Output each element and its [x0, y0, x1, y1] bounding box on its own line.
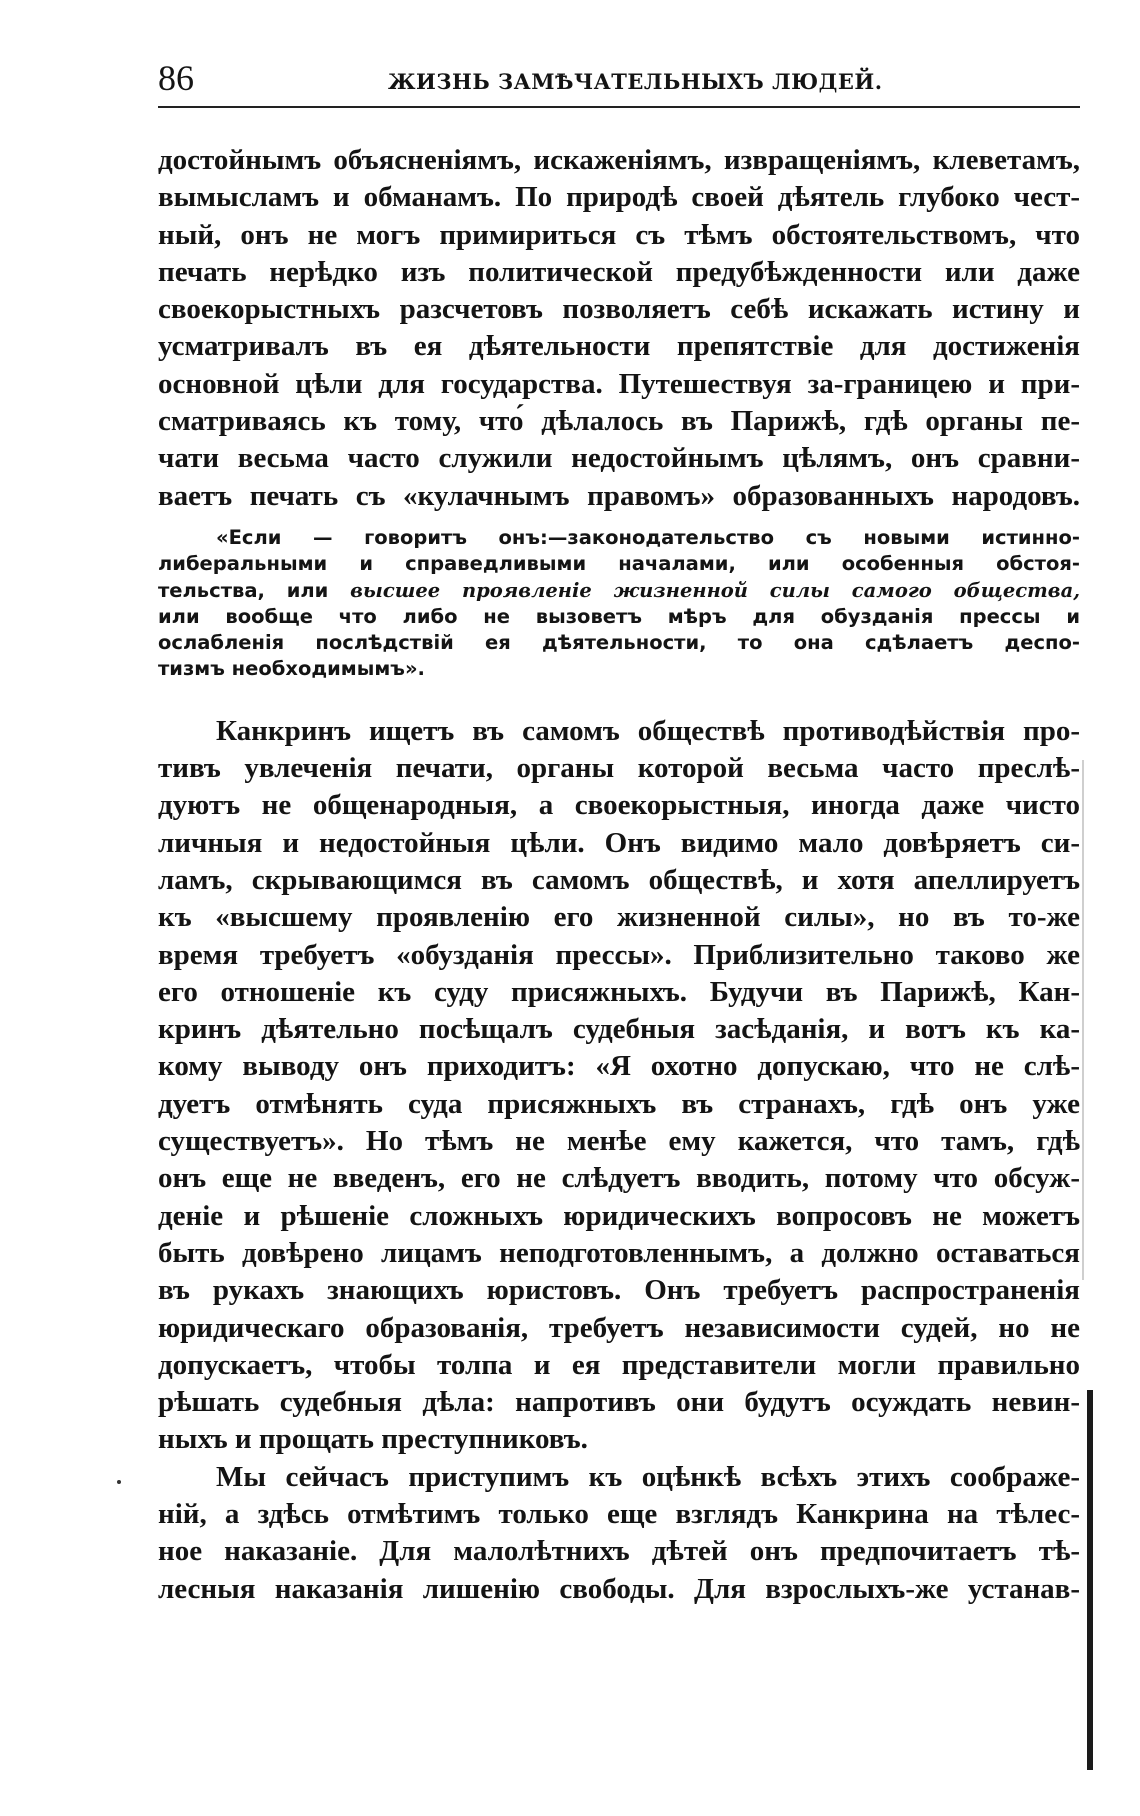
- text-line: въ рукахъ знающихъ юристовъ. Онъ требуетъ распространенія: [158, 1274, 1080, 1307]
- text-line: его отношеніе къ суду присяжныхъ. Будучи въ Парижѣ, Кан-: [158, 975, 1080, 1008]
- text-line: ное наказаніе. Для малолѣтнихъ дѣтей онъ предпочитаетъ тѣ-: [158, 1535, 1080, 1568]
- page-header: [158, 58, 1080, 104]
- text-line: Канкринъ ищетъ въ самомъ обществѣ противодѣйствія про-: [216, 714, 1080, 747]
- quote-line: тизмъ необходимымъ».: [158, 657, 425, 681]
- quote-line: «Если — говоритъ онъ:—законодательство съ новыми истинно-: [216, 525, 1080, 549]
- text-line: чати весьма часто служили недостойнымъ цѣлямъ, онъ сравни-: [158, 442, 1080, 475]
- running-title: ЖИЗНЬ ЗАМѢЧАТЕЛЬНЫХЪ ЛЮДЕЙ.: [388, 69, 883, 94]
- text-line: печать нерѣдко изъ политической предубѣжденности или даже: [158, 255, 1080, 288]
- text-line: сматриваясь къ тому, что́ дѣлалось въ Парижѣ, гдѣ органы пе-: [158, 405, 1080, 438]
- quote-italic-text: высшее проявленіе жизненной силы самого общества,: [350, 578, 1080, 602]
- text-line: онъ еще не введенъ, его не слѣдуетъ вводить, потому что обсуж-: [158, 1162, 1080, 1195]
- scan-edge-shadow: [1082, 760, 1084, 1280]
- page-number: 86: [158, 58, 194, 98]
- text-line: существуетъ». Но тѣмъ не менѣе ему кажется, что тамъ, гдѣ: [158, 1125, 1080, 1158]
- text-line: быть довѣрено лицамъ неподготовленнымъ, а должно оставаться: [158, 1236, 1080, 1269]
- text-line: вымысламъ и обманамъ. По природѣ своей дѣятель глубоко чест-: [158, 181, 1080, 214]
- scan-speck: [117, 1480, 121, 1484]
- text-line: дуетъ отмѣнять суда присяжныхъ въ странахъ, гдѣ онъ уже: [158, 1087, 1080, 1120]
- quote-line: или вообще что либо не вызоветъ мѣръ для обузданія прессы и: [158, 604, 1080, 628]
- text-line: дуютъ не общенародныя, а своекорыстныя, иногда даже чисто: [158, 789, 1080, 822]
- quote-text: тельства, или: [158, 578, 351, 602]
- text-line: къ «высшему проявленію его жизненной силы», но въ то-же: [158, 901, 1080, 934]
- text-line: тивъ увлеченія печати, органы которой весьма часто преслѣ-: [158, 752, 1080, 785]
- text-line: своекорыстныхъ разсчетовъ позволяетъ себѣ искажать истину и: [158, 293, 1080, 326]
- header-rule: [158, 106, 1080, 108]
- text-line: кринъ дѣятельно посѣщалъ судебныя засѣданія, и вотъ къ ка-: [158, 1013, 1080, 1046]
- text-line: деніе и рѣшеніе сложныхъ юридическихъ вопросовъ не можетъ: [158, 1199, 1080, 1232]
- text-line: усматривалъ въ ея дѣятельности препятствіе для достиженія: [158, 330, 1080, 363]
- text-line: кому выводу онъ приходитъ: «Я охотно допускаю, что не слѣ-: [158, 1050, 1080, 1083]
- quote-line: либеральными и справедливыми началами, или особенныя обстоя-: [158, 552, 1080, 576]
- paragraph-3: [158, 1459, 1080, 1608]
- text-line: Мы сейчасъ приступимъ къ оцѣнкѣ всѣхъ этихъ соображе-: [216, 1460, 1080, 1493]
- text-line: ваетъ печать съ «кулачнымъ правомъ» образованныхъ народовъ.: [158, 479, 1080, 512]
- text-line: юридическаго образованія, требуетъ независимости судей, но не: [158, 1311, 1080, 1344]
- text-line: ныхъ и прощать преступниковъ.: [158, 1423, 588, 1456]
- text-line: ній, а здѣсь отмѣтимъ только еще взглядъ Канкрина на тѣлес-: [158, 1497, 1080, 1530]
- text-line: рѣшать судебныя дѣла: напротивъ они будутъ осуждать невин-: [158, 1386, 1080, 1419]
- body-text: [158, 142, 1080, 1608]
- quote-line: ослабленія послѣдствій ея дѣятельности, то она сдѣлаетъ деспо-: [158, 631, 1080, 655]
- text-line: допускаетъ, чтобы толпа и ея представители могли правильно: [158, 1348, 1080, 1381]
- text-line: время требуетъ «обузданія прессы». Приблизительно таково же: [158, 938, 1080, 971]
- paragraph-1: [158, 142, 1080, 515]
- text-line: лесныя наказанія лишенію свободы. Для взрослыхъ-же устанав-: [158, 1572, 1080, 1605]
- text-line: личныя и недостойныя цѣли. Онъ видимо мало довѣряетъ си-: [158, 826, 1080, 859]
- scan-edge-mark: [1087, 1390, 1093, 1770]
- text-line: ный, онъ не могъ примириться съ тѣмъ обстоятельствомъ, что: [158, 218, 1080, 251]
- text-line: основной цѣли для государства. Путешествуя за-границею и при-: [158, 367, 1080, 400]
- paragraph-2: [158, 713, 1080, 1459]
- text-line: ламъ, скрывающимся въ самомъ обществѣ, и хотя апеллируетъ: [158, 863, 1080, 896]
- quote-line: [158, 578, 1080, 604]
- text-line: достойнымъ объясненіямъ, искаженіямъ, извращеніямъ, клеветамъ,: [158, 144, 1080, 176]
- block-quote: [158, 525, 1080, 683]
